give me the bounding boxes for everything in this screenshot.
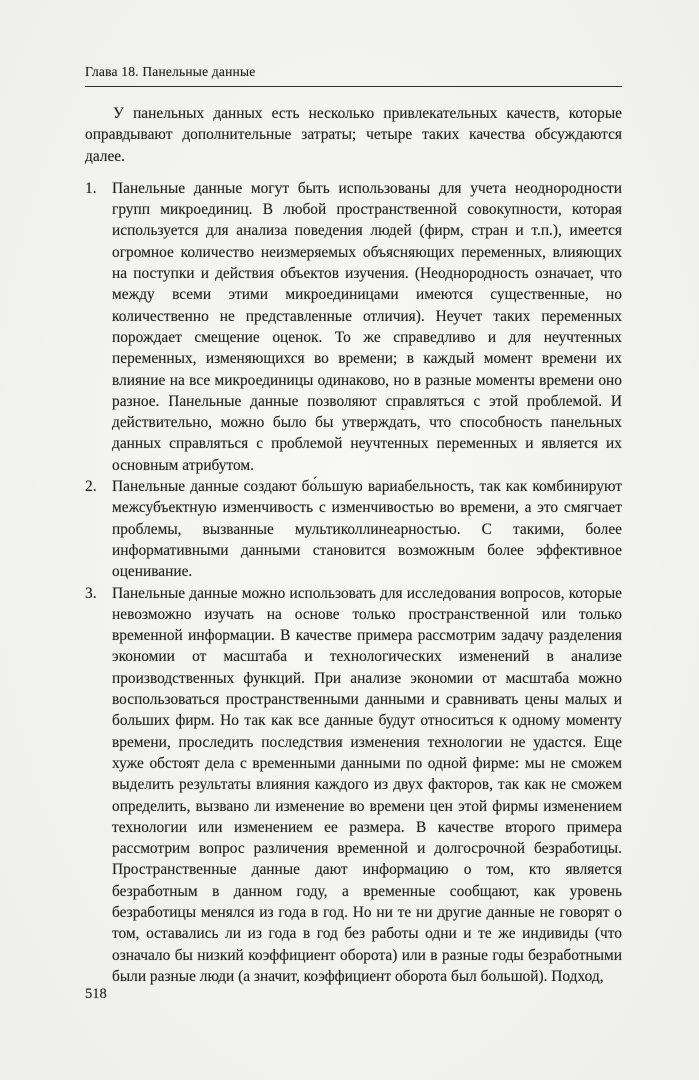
list-item bbox=[85, 476, 622, 582]
chapter-running-head: Глава 18. Панельные данные bbox=[85, 64, 622, 87]
list-item-number: 2. bbox=[85, 478, 97, 496]
list-item bbox=[85, 178, 622, 476]
numbered-list bbox=[85, 178, 622, 987]
list-item-number: 3. bbox=[85, 584, 97, 602]
page-number: 518 bbox=[85, 986, 107, 1002]
list-item bbox=[85, 583, 622, 988]
list-item-text: Панельные данные создают бо́льшую вариабельность, так как комбинируют межсубъектную изменчивость с изменчивостью во времени, а это смягчает проблемы, вызванные мультиколлинеарностью. С такими, более информативными данными становится возможным более эффективное оценивание. bbox=[112, 478, 622, 581]
list-item-text: Панельные данные можно использовать для исследования вопросов, которые невозможно изучать на основе только пространственной или только временной информации. В качестве примера рассмотрим задачу разделения экономии от масштаба и технологических изменений в анализе производственных функций. При анализе экономии от масштаба можно воспользоваться пространственными данными и сравнивать цены малых и больших фирм. Но так как все данные будут относиться к одному моменту времени, проследить последствия изменения технологии не удастся. Еще хуже обстоят дела с временными данными по одной фирме: мы не сможем выделить результаты влияния каждого из двух факторов, так как не сможем определить, вызвано ли изменение во времени цен этой фирмы изменением технологии или изменением ее размера. В качестве второго примера рассмотрим вопрос различения временной и долгосрочной безработицы. Пространственные данные дают информацию о том, кто является безработным в данном году, а временные сообщают, как уровень безработицы менялся из года в год. Но ни те ни другие данные не говорят о том, оставались ли из года в год без работы одни и те же индивиды (что означало бы низкий коэффициент оборота) или в разные годы безработными были разные люди (а значит, коэффициент оборота был большой). Подход, bbox=[112, 584, 622, 985]
list-item-text: Панельные данные могут быть использованы для учета неоднородности групп микроединиц. В любой пространственной совокупности, которая используется для анализа поведения людей (фирм, стран и т.п.), имеется огромное количество неизмеряемых объясняющих переменных, влияющих на поступки и действия объектов изучения. (Неоднородность означает, что между всеми этими микроединицами имеются существенные, но количественно не представленные отличия). Неучет таких переменных порождает смещение оценок. То же справедливо и для неучтенных переменных, изменяющихся во времени; в каждый момент времени их влияние на все микроединицы одинаково, но в разные моменты времени оно разное. Панельные данные позволяют справляться с этой проблемой. И действительно, можно было бы утверждать, что способность панельных данных справляться с проблемой неучтенных переменных и является их основным атрибутом. bbox=[112, 179, 622, 474]
list-item-number: 1. bbox=[85, 179, 97, 197]
intro-paragraph: У панельных данных есть несколько привлекательных качеств, которые оправдывают дополнительные затраты; четыре таких качества обсуждаются далее. bbox=[85, 105, 622, 165]
